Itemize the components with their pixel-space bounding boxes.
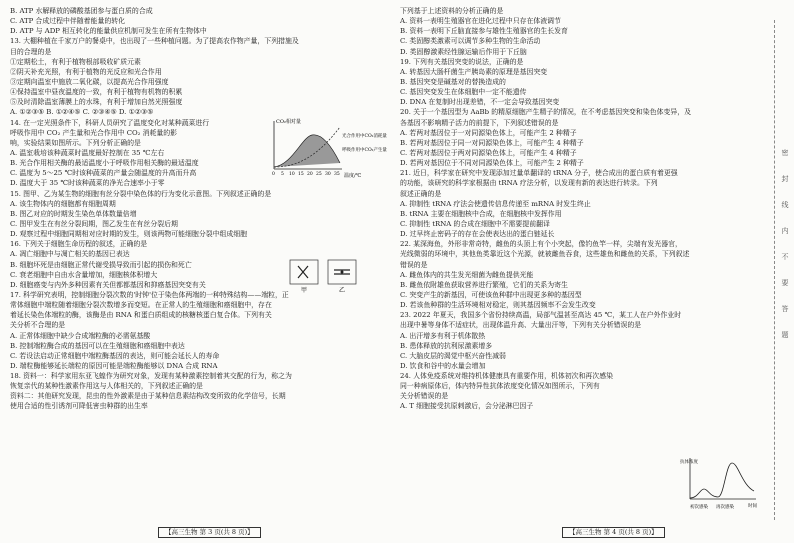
text-line: C. 类固醇类激素可以调节多种生物的生命活动 xyxy=(400,37,541,46)
fig14-tick: 25 xyxy=(316,172,322,177)
text-line: 出现中暑等身体不适症状，出现体温升高、大量出汗等，下列有关分析错误的是 xyxy=(400,321,642,330)
text-line: C. 大脑皮层的渴觉中枢兴奋性减弱 xyxy=(400,351,506,360)
text-line: B. 控制端粒酶合成的基因可以在生殖细胞和癌细胞中表达 xyxy=(10,341,185,350)
text-line: 目的合理的是 xyxy=(10,47,52,56)
figure-24-chart xyxy=(680,455,760,510)
text-line: 21. 近日，科学家在研究中发现添加过量单翻译的 tRNA 分子，使合成出的蛋白质有着更强 xyxy=(400,169,678,178)
text-line: D. 观察过程中细胞同期相对应时期的发生，则该两物可能细胞分裂中组成细胞 xyxy=(10,230,248,239)
text-line: C. 若两对基因位于两对同源染色体上，可能产生 4 种精子 xyxy=(400,148,577,157)
fig24-xlabel: 时间 xyxy=(748,504,757,509)
fig14-tick: 30 xyxy=(325,172,331,177)
text-line: 着延长染色体端粒的酶，该酶是由 RNA 和蛋白质组成的核糖核蛋白复合体。下列有关 xyxy=(10,311,272,320)
fig14-ticks xyxy=(272,171,340,177)
text-line: 22. 某深海鱼，外形非常奇特，雌鱼的头顶上有个小突起，像钓鱼竿一样，尖端有发光器官， xyxy=(400,240,682,249)
fig14-tick: 20 xyxy=(307,172,313,177)
text-line: B. 基因突变是碱基对的替换造成的 xyxy=(400,77,506,86)
fig14-tick: 0 xyxy=(272,172,275,177)
fig24-marker-1: 初次感染 xyxy=(690,505,708,510)
text-line: 16. 下列关于细胞生命历程的叙述，正确的是 xyxy=(10,240,148,249)
text-line: 下列基于上述资料的分析正确的是 xyxy=(400,7,504,15)
text-line: A. 若两对基因位于一对同源染色体上，可能产生 2 种精子 xyxy=(400,128,577,137)
fig14-legend-1: 光合作用中CO₂消耗量 xyxy=(342,134,387,139)
text-line: D. 若该鱼种群的生活环境相对稳定，则其基因频率不会发生改变 xyxy=(400,301,596,310)
text-line: ②阴天补充光照，有利于植物的光反应和光合作用 xyxy=(10,67,162,76)
text-line: 错误的是 xyxy=(400,260,428,269)
text-line: A. 该生物体内的细胞都有细胞周期 xyxy=(10,199,116,208)
text-line: B. 雌鱼依附雄鱼获取营养进行繁殖，它们的关系为寄生 xyxy=(400,280,568,289)
seal-line-text xyxy=(780,140,790,348)
text-line: 各基因不影响精子活力的前提下，下列叙述错误的是 xyxy=(400,118,559,127)
text-line: D. 若两对基因位于不同对同源染色体上，可能产生 2 种精子 xyxy=(400,159,584,168)
right-column xyxy=(400,6,760,412)
text-line: A. 转基因大肠杆菌生产胰岛素的原理是基因突变 xyxy=(400,67,548,76)
text-line: B. 图乙对应的时期发生染色单体数量倍增 xyxy=(10,209,137,218)
seal-char: 不 xyxy=(781,253,789,261)
text-line: B. 细胞坏死是由细胞正常代谢受损导致而引起的损伤和死亡 xyxy=(10,260,192,269)
text-line: A. 出汗增多有利于机体散热 xyxy=(400,331,486,340)
text-line: A. 温室栽培该种蔬菜时温度最好控制在 35 ℃左右 xyxy=(10,148,165,157)
text-line: C. 图甲发生在有丝分裂间期，图乙发生在有丝分裂后期 xyxy=(10,219,178,228)
fig24-ylabel: 抗体浓度 xyxy=(680,460,698,465)
text-line: D. 过早终止密码子的存在会使表达出的蛋白链延长 xyxy=(400,230,555,239)
text-line: 23. 2022 年夏天，我国多个省份持续高温，局部气温甚至高达 45 ℃，某工人在户外作业时 xyxy=(400,311,682,320)
text-line: C. 抑制性 tRNA 的合成在细胞中不需要提前翻译 xyxy=(400,219,550,228)
binding-line xyxy=(774,20,775,520)
text-line: 同一种病原体后，体内特异性抗体浓度变化情况如图所示，下列有 xyxy=(400,382,600,391)
text-line: 响，实验结果如图所示。下列分析正确的是 xyxy=(10,138,141,147)
text-line: 15. 图甲、乙为某生物的细胞有丝分裂中染色体的行为变化示意图。下列叙述正确的是 xyxy=(10,189,272,198)
text-line: D. 类固醇激素经性腺运输后作用于下丘脑 xyxy=(400,47,527,56)
fig24-marker-2: 再次感染 xyxy=(716,505,734,510)
text-line: B. ATP 水解释放的磷酸基团参与蛋白质的合成 xyxy=(10,7,153,15)
text-line: 资料二：其他研究发现，昆虫的性外激素是由于某种信息素结构改变所致的化学信号，长期 xyxy=(10,392,286,401)
text-line: 关分析错误的是 xyxy=(400,392,449,401)
text-line: C. 突变产生的新基因，可使该鱼种群中出现更多种的基因型 xyxy=(400,290,582,299)
text-line: B. 若两对基因位于同一对同源染色体上，可能产生 4 种精子 xyxy=(400,138,584,147)
seal-char: 题 xyxy=(781,331,789,339)
seal-char: 答 xyxy=(781,305,789,313)
text-line: A. T 细胞接受抗原刺激后，会分泌淋巴因子 xyxy=(400,402,534,411)
text-line: B. 资料一表明下丘脑直接参与雄性生殖器官的生长发育 xyxy=(400,27,568,36)
text-line: 20. 关于一个基因型为 AaBb 的精原细胞产生精子的情况，在不考虑基因突变和染色体变异，及 xyxy=(400,108,692,117)
seal-char: 密 xyxy=(781,149,789,157)
text-line: 使用合适的性引诱剂可降低害虫种群的出生率 xyxy=(10,402,148,411)
fig15-label-jia: 甲 xyxy=(301,287,308,294)
text-line: B. 光合作用相关酶的最适温度小于呼吸作用相关酶的最适温度 xyxy=(10,159,199,168)
text-line: A. ①②③⑤ B. ①②④⑤ C. ②③④⑤ D. ①②③⑤ xyxy=(10,108,154,117)
text-line: A. 雌鱼体内的共生发光细菌为雌鱼提供光能 xyxy=(400,270,534,279)
text-line: ①定期松土，有利于植物根部吸收矿质元素 xyxy=(10,57,141,66)
text-line: 叙述正确的是 xyxy=(400,189,442,198)
text-line: D. ATP 与 ADP 相互转化的能量供应机制可发生在所有生物体中 xyxy=(10,27,207,36)
text-line: ④保持温室中昼夜温度的一致，有利于植物有机物的积累 xyxy=(10,88,183,97)
text-line: D. 温度大于 35 ℃时该种蔬菜的净光合速率小于零 xyxy=(10,179,165,188)
text-line: B. 患体释放的抗利尿激素增多 xyxy=(400,341,493,350)
fig14-tick: 15 xyxy=(298,172,304,177)
fig15-label-yi: 乙 xyxy=(339,287,346,294)
fig14-tick: 5 xyxy=(281,172,284,177)
fig14-xlabel: 温度/℃ xyxy=(344,173,362,179)
text-line: ⑤及时清除温室薄膜上的水珠，有利于增加自然光照强度 xyxy=(10,98,183,107)
text-line: D. 细胞癌变与内外多种因素有关但都都基因和抑癌基因突变有关 xyxy=(10,280,206,289)
text-line: 恢复亲代的某种性激素作用这与人体相关的，下列叙述正确的是 xyxy=(10,382,203,391)
text-line: 常体细胞中端粒随着细胞分裂次数增多而变短。在正常人的生殖细胞和癌细胞中，存在 xyxy=(10,301,272,310)
seal-char: 内 xyxy=(781,227,789,235)
footer-right: 【高三生物 第 4 页(共 8 页)】 xyxy=(562,527,665,538)
text-line: 光线微弱的环境中，其他鱼类靠近这个光源，就被雌鱼吞食，这些雄鱼和雌鱼的关系，下列叙述 xyxy=(400,250,690,259)
text-line: A. 资料一表明生殖器官在进化过程中只存在体液调节 xyxy=(400,17,561,26)
text-line: 关分析不合理的是 xyxy=(10,321,66,330)
fig14-legend-2: 呼吸作用中CO₂产生量 xyxy=(342,148,387,153)
fig14-tick: 10 xyxy=(289,172,295,177)
text-line: 14. 在一定光照条件下，科研人员研究了温度变化对某种蔬菜进行 xyxy=(10,118,210,127)
figure-14-chart xyxy=(262,117,387,179)
text-line: B. tRNA 主要在细胞核中合成，在细胞核中发挥作用 xyxy=(400,209,562,218)
text-line: D. 端粒酶能够延长端粒的原因可能是端粒酶能够以 DNA 合成 RNA xyxy=(10,361,218,370)
seal-char: 封 xyxy=(781,175,789,183)
text-line: 呼吸作用中 CO₂ 产生量和光合作用中 CO₂ 消耗量的影 xyxy=(10,128,178,137)
figure-15-diagram xyxy=(288,258,360,294)
text-line: C. 若设法启动正常细胞中端粒酶基因的表达，则可能会延长人的寿命 xyxy=(10,351,220,360)
text-line: C. 基因突变发生在体细胞中一定不能遗传 xyxy=(400,88,527,97)
text-line: A. 正常体细胞中缺少合成端粒酶的必需氨基酸 xyxy=(10,331,151,340)
text-line: D. DNA 在复制时出现差错，不一定会导致基因突变 xyxy=(400,98,560,107)
text-line: 的功能，该研究的科学家根据由 tRNA 疗法分析，以发现有新的表达进行转录。下列 xyxy=(400,179,658,188)
footer-left: 【高三生物 第 3 页(共 8 页)】 xyxy=(158,527,261,538)
text-line: C. 温度为 5～25 ℃时该种蔬菜的产量会随温度的升高而升高 xyxy=(10,169,197,178)
seal-char: 线 xyxy=(781,201,789,209)
text-line: 19. 下列有关基因突变的说法，正确的是 xyxy=(400,57,524,66)
text-line: A. 抑制性 tRNA 疗法会使遗传信息传递至 mRNA 时发生终止 xyxy=(400,199,591,208)
fig14-ylabel: CO₂相对量 xyxy=(276,119,301,125)
text-line: 24. 人体免疫系统对维持机体健康具有重要作用，机体初次和再次感染 xyxy=(400,372,613,381)
text-line: ③定期向温室中施放二氧化碳，以提高光合作用强度 xyxy=(10,77,169,86)
text-line: D. 饮食和谷中的水量会增加 xyxy=(400,361,486,370)
text-line: C. 衰老细胞中自由水含量增加，细胞核体积增大 xyxy=(10,270,158,279)
text-line: 13. 大棚种植在千家万户的餐桌中，也出现了一些种植问题。为了提高农作物产量，下列措施及 xyxy=(10,37,299,46)
left-column xyxy=(10,6,380,412)
seal-char: 要 xyxy=(781,279,789,287)
text-line: 17. 科学研究表明，控制细胞分裂次数的'时钟'位于染色体两端的一种特殊结构——端粒，正 xyxy=(10,290,289,299)
text-line: 18. 资料一：科学家用东亚飞蝗作为研究对象，发现有某种激素控制着其交配的行为，称之为 xyxy=(10,372,292,381)
text-line: C. ATP 合成过程中伴随着能量的转化 xyxy=(10,17,126,26)
text-line: A. 凋亡细胞中与凋亡相关的基因已表达 xyxy=(10,250,130,259)
fig14-tick: 35 xyxy=(334,172,340,177)
